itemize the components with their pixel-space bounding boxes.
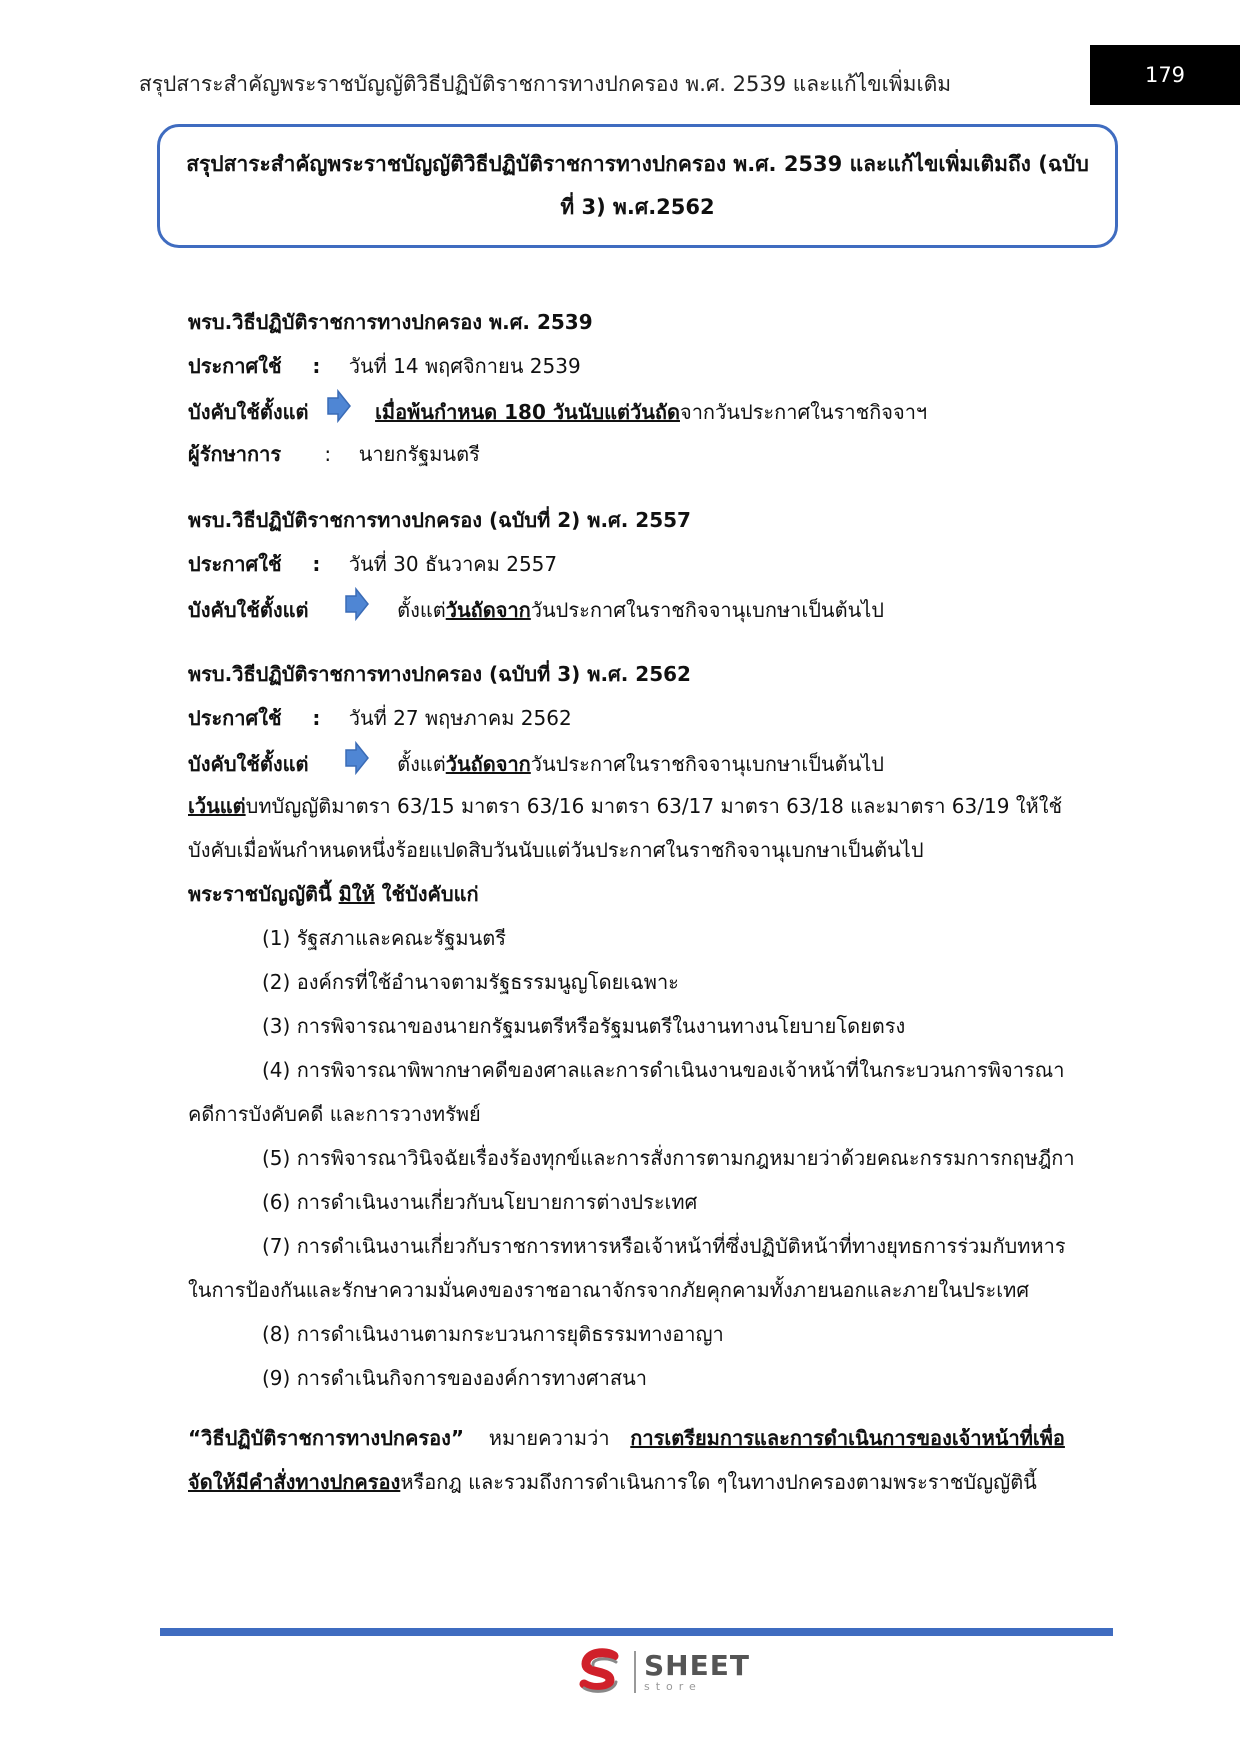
- document-body: [188, 300, 1088, 1504]
- effective-pre: ตั้งแต่: [397, 752, 446, 776]
- list-item: (3) การพิจารณาของนายกรัฐมนตรีหรือรัฐมนตรีในงานทางนโยบายโดยตรง: [262, 1014, 906, 1038]
- exception-bold: เว้นแต่: [188, 794, 246, 818]
- list-item: (4) การพิจารณาพิพากษาคดีของศาลและการดำเนินงานของเจ้าหน้าที่ในกระบวนการพิจารณา: [262, 1058, 1065, 1082]
- effective-rest: จากวันประกาศในราชกิจจาฯ: [679, 400, 928, 424]
- list-item: (8) การดำเนินงานตามกระบวนการยุติธรรมทางอาญา: [262, 1322, 724, 1346]
- list-item: (1) รัฐสภาและคณะรัฐมนตรี: [262, 926, 507, 950]
- minister-label: ผู้รักษาการ: [188, 442, 282, 466]
- minister-value: นายกรัฐมนตรี: [358, 442, 480, 466]
- list-item: (5) การพิจารณาวินิจฉัยเรื่องร้องทุกข์และการสั่งการตามกฎหมายว่าด้วยคณะกรรมการกฤษฎีกา: [262, 1146, 1075, 1170]
- announced-value: วันที่ 27 พฤษภาคม 2562: [348, 706, 572, 730]
- act2-heading: พรบ.วิธีปฏิบัติราชการทางปกครอง (ฉบับที่ 2) พ.ศ. 2557: [188, 508, 691, 532]
- sheet-store-logo: [576, 1648, 750, 1696]
- act3-effective-row: [188, 740, 1088, 784]
- definition-line1: [188, 1416, 1088, 1460]
- effective-rest: วันประกาศในราชกิจจานุเบกษาเป็นต้นไป: [530, 752, 885, 776]
- not-apply-underlined: มิให้: [338, 882, 375, 906]
- act1-minister-row: [188, 432, 1088, 476]
- not-apply-heading: [188, 872, 1088, 916]
- page-number: 179: [1090, 45, 1240, 105]
- logo-text: SHEET: [644, 1649, 750, 1682]
- title-box: [157, 124, 1118, 248]
- effective-bold: เมื่อพ้นกำหนด 180 วันนับแต่วันถัด: [375, 400, 680, 424]
- definition-bold-1: การเตรียมการและการดำเนินการของเจ้าหน้าที่เพื่อ: [630, 1426, 1065, 1450]
- act1-announced-row: [188, 344, 1088, 388]
- announced-value: วันที่ 30 ธันวาคม 2557: [348, 552, 558, 576]
- act1-heading: พรบ.วิธีปฏิบัติราชการทางปกครอง พ.ศ. 2539: [188, 310, 593, 334]
- announced-label: ประกาศใช้: [188, 552, 282, 576]
- act2-effective-row: [188, 586, 1088, 630]
- announced-label: ประกาศใช้: [188, 354, 282, 378]
- not-apply-post: ใช้บังคับแก่: [381, 882, 479, 906]
- effective-label: บังคับใช้ตั้งแต่: [188, 752, 309, 776]
- title-text: สรุปสาระสำคัญพระราชบัญญัติวิธีปฏิบัติราชการทางปกครอง พ.ศ. 2539 และแก้ไขเพิ่มเติมถึง (ฉบับที่ 3) พ.ศ.2562: [186, 152, 1089, 219]
- list-item-continuation: ในการป้องกันและรักษาความมั่นคงของราชอาณาจักรจากภัยคุกคามทั้งภายนอกและภายในประเทศ: [188, 1278, 1030, 1302]
- s-logo-icon: [576, 1648, 624, 1696]
- definition-term: “วิธีปฏิบัติราชการทางปกครอง”: [188, 1426, 465, 1450]
- effective-bold: วันถัดจาก: [445, 752, 531, 776]
- not-apply-pre: พระราชบัญญัตินี้: [188, 882, 332, 906]
- announced-label: ประกาศใช้: [188, 706, 282, 730]
- act3-heading: พรบ.วิธีปฏิบัติราชการทางปกครอง (ฉบับที่ 3) พ.ศ. 2562: [188, 662, 691, 686]
- running-header: สรุปสาระสำคัญพระราชบัญญัติวิธีปฏิบัติราชการทางปกครอง พ.ศ. 2539 และแก้ไขเพิ่มเติม: [138, 72, 952, 96]
- act2-announced-row: [188, 542, 1088, 586]
- definition-means: หมายความว่า: [488, 1426, 610, 1450]
- list-item: (2) องค์กรที่ใช้อำนาจตามรัฐธรรมนูญโดยเฉพาะ: [262, 970, 679, 994]
- footer-divider: [160, 1628, 1113, 1636]
- act3-announced-row: [188, 696, 1088, 740]
- act1-effective-row: [188, 388, 1088, 432]
- list-item: (7) การดำเนินงานเกี่ยวกับราชการทหารหรือเจ้าหน้าที่ซึ่งปฏิบัติหน้าที่ทางยุทธการร่วมกับทหาร: [262, 1234, 1066, 1258]
- colon: :: [312, 706, 321, 730]
- list-item: (9) การดำเนินกิจการขององค์การทางศาสนา: [262, 1366, 647, 1390]
- act3-exception-line1: [188, 784, 1088, 828]
- definition-bold-2: จัดให้มีคำสั่งทางปกครอง: [188, 1470, 401, 1494]
- list-item: (6) การดำเนินงานเกี่ยวกับนโยบายการต่างประเทศ: [262, 1190, 698, 1214]
- announced-value: วันที่ 14 พฤศจิกายน 2539: [348, 354, 581, 378]
- logo-subtext: store: [644, 1680, 702, 1693]
- act3-exception-line2: บังคับเมื่อพ้นกำหนดหนึ่งร้อยแปดสิบวันนับแต่วันประกาศในราชกิจจานุเบกษาเป็นต้นไป: [188, 838, 924, 862]
- colon: :: [312, 354, 321, 378]
- exception-text: บทบัญญัติมาตรา 63/15 มาตรา 63/16 มาตรา 63/17 มาตรา 63/18 และมาตรา 63/19 ให้ใช้: [245, 794, 1063, 818]
- definition-rest: หรือกฎ และรวมถึงการดำเนินการใด ๆในทางปกครองตามพระราชบัญญัตินี้: [400, 1470, 1037, 1494]
- effective-label: บังคับใช้ตั้งแต่: [188, 598, 309, 622]
- definition-line2: [188, 1460, 1088, 1504]
- effective-label: บังคับใช้ตั้งแต่: [188, 400, 309, 424]
- effective-bold: วันถัดจาก: [445, 598, 531, 622]
- effective-rest: วันประกาศในราชกิจจานุเบกษาเป็นต้นไป: [530, 598, 885, 622]
- arrow-right-icon: [344, 586, 370, 637]
- colon: :: [324, 442, 332, 466]
- effective-pre: ตั้งแต่: [397, 598, 446, 622]
- list-item-continuation: คดีการบังคับคดี และการวางทรัพย์: [188, 1102, 481, 1126]
- colon: :: [312, 552, 321, 576]
